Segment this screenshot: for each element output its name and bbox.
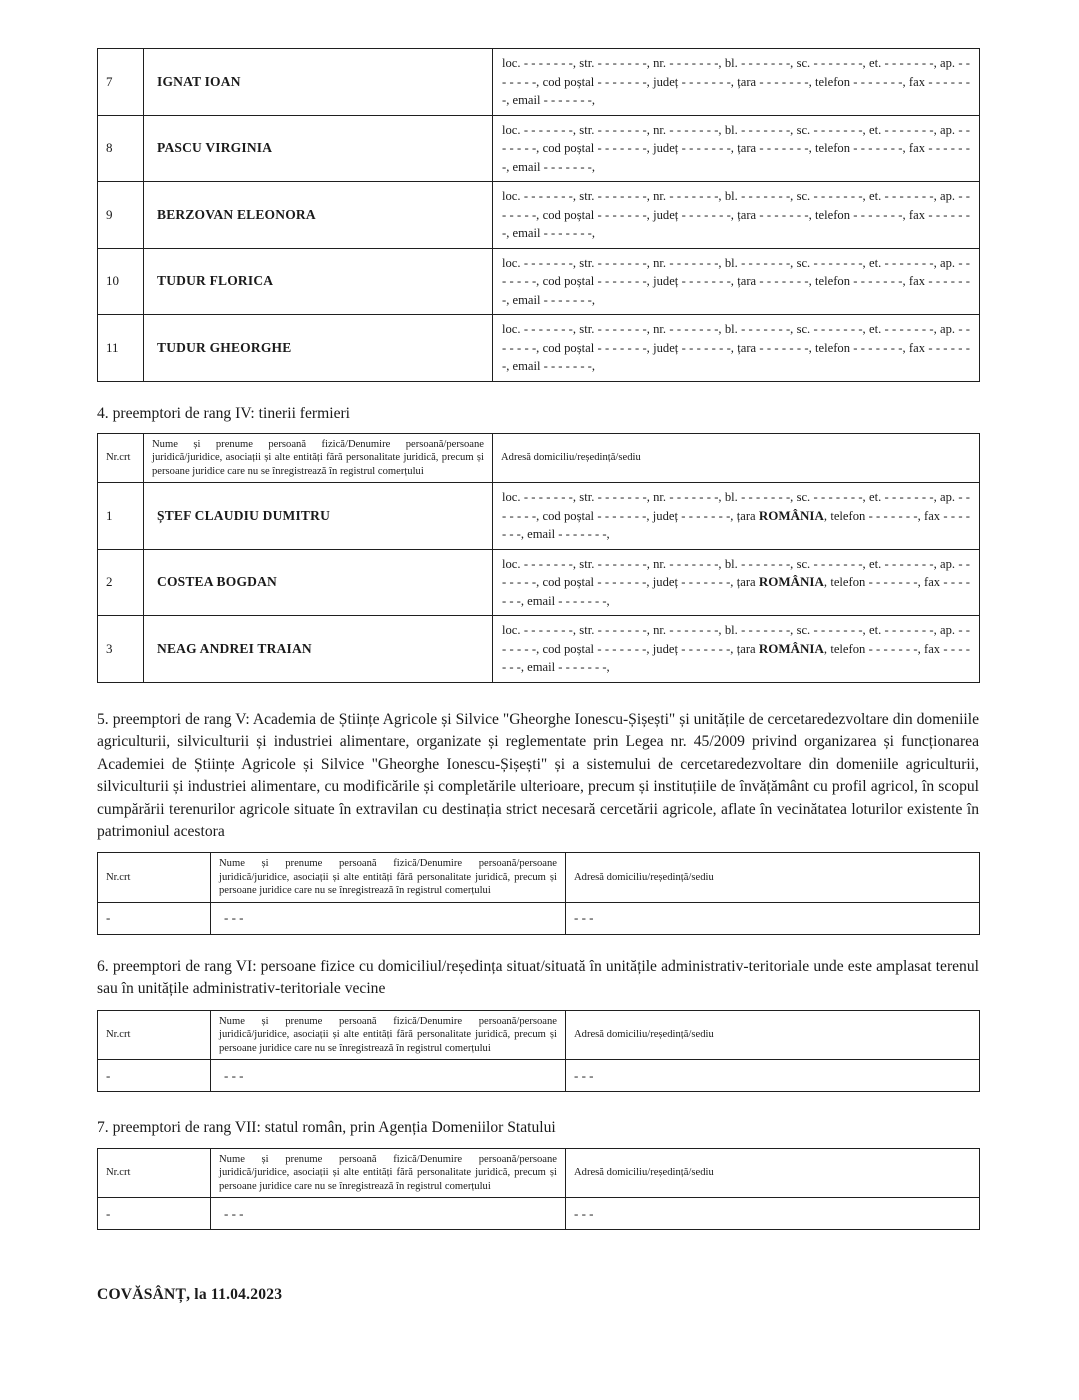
country-name: ROMÂNIA: [758, 507, 824, 523]
table-row: [98, 49, 980, 116]
table-row: [98, 248, 980, 315]
section4-title: 4. preemptori de rang IV: tinerii fermieri: [97, 404, 351, 422]
row-number: 10: [98, 248, 144, 315]
row-number: 1: [98, 483, 144, 550]
address-text: , telefon - - - - - - -, fax - - - - - - -, email - - - - - - -,: [502, 508, 970, 541]
column-header-address: Adresă domiciliu/reședință/sediu: [566, 1148, 980, 1198]
person-name: PASCU VIRGINIA: [144, 115, 493, 182]
section5-text: 5. preemptori de rang V: Academia de Științe Agricole și Silvice "Gheorghe Ionescu-Șișești" și unitățile de cercetaredezvoltare din domeniile agriculturii, silviculturii și industriei alimentare, organizate și reglementate prin Legea nr. 45/2009 privind organizarea și funcționarea Academiei de Științe Agricole și Silvice "Gheorghe Ionescu-Șișești" și a sistemului de cercetaredezvoltare din domeniile agriculturii, silviculturii și industriei alimentare, cu modificările și completările ulterioare, precum și instituțiile de învățământ cu profil agricol, în scopul cumpărării terenurilor agricole situate în extravilan cu destinația strict necesară cercetării agricole, aflate în vecinătatea loturilor existente în patrimoniul acestora: [97, 710, 979, 841]
table-row: [98, 549, 980, 616]
address-cell: loc. - - - - - - -, str. - - - - - - -, nr. - - - - - - -, bl. - - - - - - -, sc. - - - - - - -, et. - - - - - - -, ap. - - - - - - -, cod poștal - - - - - - -, județ - - - - - - -, țara - - - - - - -, telefon - - - - - - -, fax - - - - - - -, email - - - - - - -,: [493, 315, 980, 382]
preemptors-rank6-table: [97, 1010, 980, 1093]
address-text: loc. - - - - - - -, str. - - - - - - -, nr. - - - - - - -, bl. - - - - - - -, sc. - - - - - - -, et. - - - - - - -, ap. - - - - - - -, cod poștal - - - - - - -, județ - - - - - - -, țara: [502, 490, 970, 523]
table-header-row: [98, 1010, 980, 1060]
address-cell: loc. - - - - - - -, str. - - - - - - -, nr. - - - - - - -, bl. - - - - - - -, sc. - - - - - - -, et. - - - - - - -, ap. - - - - - - -, cod poștal - - - - - - -, județ - - - - - - -, țara - - - - - - -, telefon - - - - - - -, fax - - - - - - -, email - - - - - - -,: [493, 49, 980, 116]
table-header-row: [98, 433, 980, 483]
row-number: 8: [98, 115, 144, 182]
table-row: [98, 483, 980, 550]
preemptors-rank5-table: [97, 852, 980, 935]
table-row: [98, 902, 980, 934]
table-header-row: [98, 1148, 980, 1198]
address-cell: [493, 549, 980, 616]
preemptors-rank4-table: [97, 433, 980, 683]
column-header-address: Adresă domiciliu/reședință/sediu: [493, 433, 980, 483]
address-text: loc. - - - - - - -, str. - - - - - - -, nr. - - - - - - -, bl. - - - - - - -, sc. - - - - - - -, et. - - - - - - -, ap. - - - - - - -, cod poștal - - - - - - -, județ - - - - - - -, țara: [502, 556, 970, 589]
address-cell: [493, 483, 980, 550]
address-cell: loc. - - - - - - -, str. - - - - - - -, nr. - - - - - - -, bl. - - - - - - -, sc. - - - - - - -, et. - - - - - - -, ap. - - - - - - -, cod poștal - - - - - - -, județ - - - - - - -, țara - - - - - - -, telefon - - - - - - -, fax - - - - - - -, email - - - - - - -,: [493, 248, 980, 315]
column-header-nrcrt: Nr.crt: [98, 853, 211, 903]
person-name: TUDUR GHEORGHE: [144, 315, 493, 382]
section7-title: 7. preemptori de rang VII: statul român, prin Agenția Domeniilor Statului: [97, 1119, 556, 1137]
row-number: 2: [98, 549, 144, 616]
person-name-empty: - - -: [211, 1198, 566, 1230]
address-text: , telefon - - - - - - -, fax - - - - - - -, email - - - - - - -,: [502, 641, 970, 674]
address-cell: [493, 616, 980, 683]
column-header-name: Nume și prenume persoană fizică/Denumire persoană/persoane juridică/juridice, asociații și alte entități fără personalitate juridică, precum și persoane juridice care nu se înregistrează în registrul comerțului: [211, 853, 566, 903]
address-cell: loc. - - - - - - -, str. - - - - - - -, nr. - - - - - - -, bl. - - - - - - -, sc. - - - - - - -, et. - - - - - - -, ap. - - - - - - -, cod poștal - - - - - - -, județ - - - - - - -, țara - - - - - - -, telefon - - - - - - -, fax - - - - - - -, email - - - - - - -,: [493, 115, 980, 182]
table-row: [98, 182, 980, 249]
row-number-empty: -: [98, 902, 211, 934]
row-number-empty: -: [98, 1198, 211, 1230]
row-number: 3: [98, 616, 144, 683]
row-number-empty: -: [98, 1060, 211, 1092]
person-name: NEAG ANDREI TRAIAN: [144, 616, 493, 683]
table-header-row: [98, 853, 980, 903]
column-header-nrcrt: Nr.crt: [98, 1148, 211, 1198]
person-name: TUDUR FLORICA: [144, 248, 493, 315]
country-name: ROMÂNIA: [758, 640, 824, 656]
address-empty: - - -: [566, 1060, 980, 1092]
section6-text: 6. preemptori de rang VI: persoane fizice cu domiciliul/reședința situat/situată în unitățile administrativ-teritoriale unde este amplasat terenul sau în unitățile administrativ-teritoriale vecine: [97, 957, 979, 998]
table-row: [98, 115, 980, 182]
column-header-name: Nume și prenume persoană fizică/Denumire persoană/persoane juridică/juridice, asociații și alte entități fără personalitate juridică, precum și persoane juridice care nu se înregistrează în registrul comerțului: [144, 433, 493, 483]
row-number: 11: [98, 315, 144, 382]
column-header-address: Adresă domiciliu/reședință/sediu: [566, 853, 980, 903]
address-empty: - - -: [566, 1198, 980, 1230]
person-name: COSTEA BOGDAN: [144, 549, 493, 616]
table-row: [98, 1060, 980, 1092]
column-header-name: Nume și prenume persoană fizică/Denumire persoană/persoane juridică/juridice, asociații și alte entități fără personalitate juridică, precum și persoane juridice care nu se înregistrează în registrul comerțului: [211, 1148, 566, 1198]
address-text: , telefon - - - - - - -, fax - - - - - - -, email - - - - - - -,: [502, 575, 970, 608]
address-text: loc. - - - - - - -, str. - - - - - - -, nr. - - - - - - -, bl. - - - - - - -, sc. - - - - - - -, et. - - - - - - -, ap. - - - - - - -, cod poștal - - - - - - -, județ - - - - - - -, țara: [502, 623, 970, 656]
row-number: 7: [98, 49, 144, 116]
person-name: BERZOVAN ELEONORA: [144, 182, 493, 249]
row-number: 9: [98, 182, 144, 249]
person-name: IGNAT IOAN: [144, 49, 493, 116]
column-header-nrcrt: Nr.crt: [98, 1010, 211, 1060]
country-name: ROMÂNIA: [758, 574, 824, 589]
table-row: [98, 616, 980, 683]
column-header-nrcrt: Nr.crt: [98, 433, 144, 483]
person-name-empty: - - -: [211, 1060, 566, 1092]
preemptors-rank7-table: [97, 1148, 980, 1231]
table-row: [98, 315, 980, 382]
preemptors-continuation-table: [97, 48, 980, 382]
place-date-line: COVĂSÂNȚ, la 11.04.2023: [97, 1286, 283, 1304]
column-header-address: Adresă domiciliu/reședință/sediu: [566, 1010, 980, 1060]
column-header-name: Nume și prenume persoană fizică/Denumire persoană/persoane juridică/juridice, asociații și alte entități fără personalitate juridică, precum și persoane juridice care nu se înregistrează în registrul comerțului: [211, 1010, 566, 1060]
person-name-empty: - - -: [211, 902, 566, 934]
address-empty: - - -: [566, 902, 980, 934]
address-cell: loc. - - - - - - -, str. - - - - - - -, nr. - - - - - - -, bl. - - - - - - -, sc. - - - - - - -, et. - - - - - - -, ap. - - - - - - -, cod poștal - - - - - - -, județ - - - - - - -, țara - - - - - - -, telefon - - - - - - -, fax - - - - - - -, email - - - - - - -,: [493, 182, 980, 249]
table-row: [98, 1198, 980, 1230]
person-name: ȘTEF CLAUDIU DUMITRU: [144, 483, 493, 550]
